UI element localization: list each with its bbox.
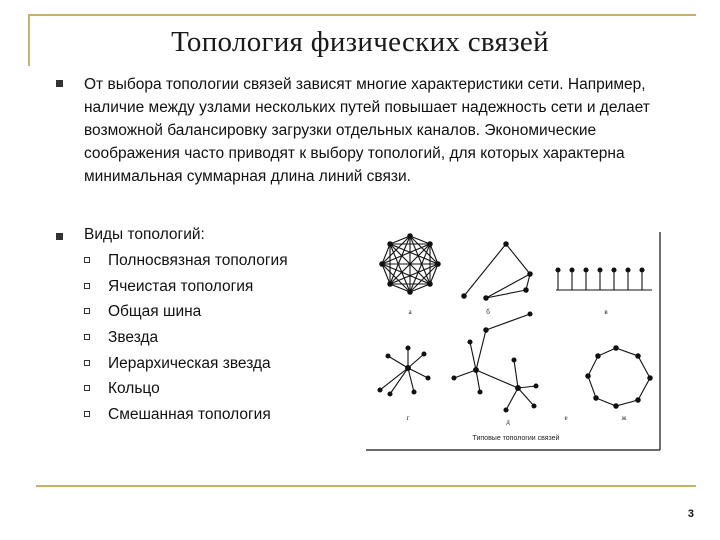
figure-label-d: г	[406, 414, 410, 422]
list-item	[84, 379, 288, 405]
figure-label-c: в	[604, 308, 608, 316]
checkbox-bullet-icon	[84, 411, 90, 417]
checkbox-bullet-icon	[84, 308, 90, 314]
list-item	[84, 354, 288, 380]
topology-diagram-figure	[366, 230, 666, 452]
list-item	[84, 251, 288, 277]
bullet-marker	[56, 233, 63, 240]
ring-topology-icon	[586, 346, 652, 408]
checkbox-bullet-icon	[84, 360, 90, 366]
list-item-label: Иерархическая звезда	[108, 354, 271, 372]
list-item-label: Общая шина	[108, 303, 202, 321]
slide-title: Топология физических связей	[171, 26, 549, 58]
figure-label-f: е	[564, 414, 568, 422]
figure-label-a: а	[408, 308, 412, 316]
topology-types-heading: Виды топологий:	[84, 226, 205, 243]
checkbox-bullet-icon	[84, 257, 90, 263]
figure-label-g: ж	[621, 414, 627, 422]
list-item	[84, 405, 288, 431]
figure-label-e: д	[506, 418, 510, 426]
list-item	[84, 277, 288, 303]
list-item-label: Кольцо	[108, 380, 160, 398]
list-item-label: Смешанная топология	[108, 406, 271, 424]
checkbox-bullet-icon	[84, 283, 90, 289]
list-item	[84, 302, 288, 328]
star-topology-icon	[378, 346, 430, 396]
page-number: 3	[687, 508, 694, 520]
bottom-rule	[36, 485, 696, 487]
list-item	[84, 328, 288, 354]
list-item-label: Звезда	[108, 329, 159, 347]
intro-paragraph: От выбора топологии связей зависят многие характеристики сети. Например, наличие между узлами нескольких путей повышает надежность сети и делает возможной балансировку загрузки отдельных каналов. Экономические соображения часто приводят к выбору топологий, для которых характерна минимальная суммарная длина линий связи.	[84, 76, 650, 185]
checkbox-bullet-icon	[84, 385, 90, 391]
list-item-label: Ячеистая топология	[108, 277, 254, 295]
bullet-marker	[56, 80, 63, 87]
list-item-label: Полносвязная топология	[108, 252, 288, 269]
mesh-topology-icon	[462, 242, 532, 300]
checkbox-bullet-icon	[84, 334, 90, 340]
bus-topology-icon	[556, 268, 652, 290]
hierarchical-star-topology-icon	[452, 312, 538, 412]
figure-caption: Типовые топологии связей	[472, 435, 560, 442]
fully-connected-topology-icon	[380, 234, 440, 294]
top-rule	[28, 14, 696, 16]
figure-label-b: б	[486, 308, 490, 316]
topology-types-list	[84, 251, 288, 431]
